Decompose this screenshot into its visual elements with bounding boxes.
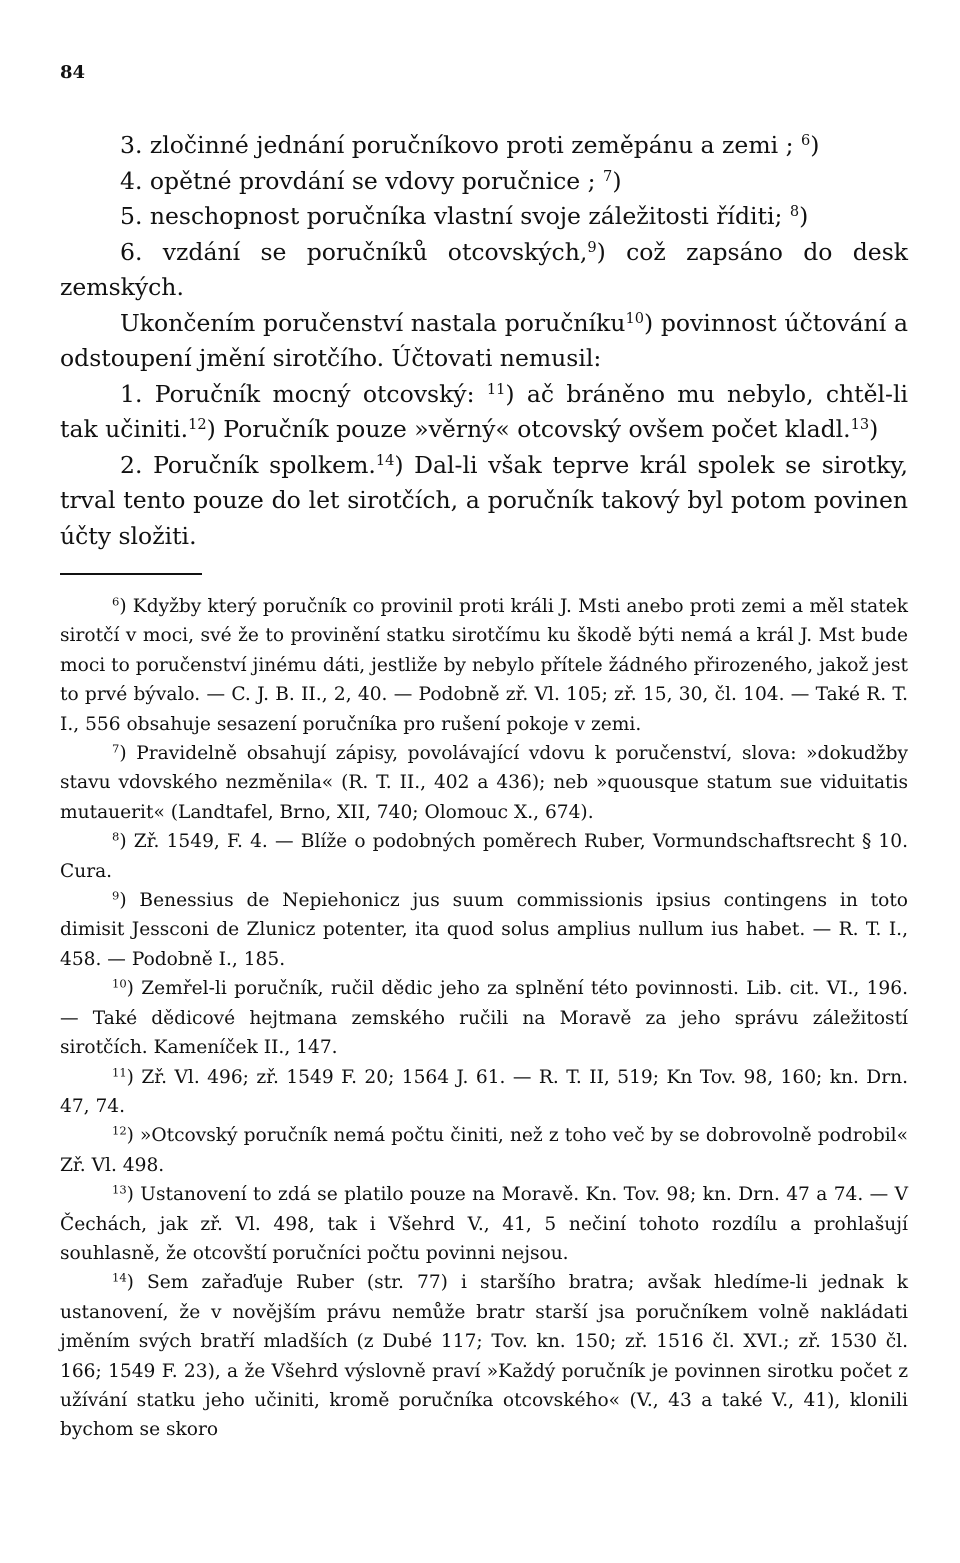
page-number: 84	[60, 62, 86, 83]
footnote-ref: 13	[112, 1182, 127, 1197]
text-run: ) Ustanovení to zdá se platilo pouze na Moravě. Kn. Tov. 98; kn. Drn. 47 a 74. — V Čechách, jak zř. Vl. 498, tak i Všehrd V., 41, 5 nečiní tohoto rozdílu a prohlašují souhlasně, že otcovští poručníci počtu povinni nejsou.	[60, 1184, 908, 1264]
text-run: ) Zemřel-li poručník, ručil dědic jeho za splnění této povinnosti. Lib. cit. VI., 196. — Také dědicové hejtmana zemského ručili na Moravě za jeho správu záležitostí sirotčích. Kameníček II., 147.	[60, 978, 908, 1059]
footnote-ref: 8	[789, 203, 800, 220]
footnote-13	[60, 1180, 908, 1268]
footnote-8	[60, 827, 908, 886]
text-run: 5. neschopnost poručníka vlastní svoje záležitosti říditi;	[120, 202, 790, 230]
footnote-ref: 7	[112, 741, 120, 756]
text-run: 3. zločinné jednání poručníkovo proti zeměpánu a zemi ;	[120, 131, 801, 159]
footnote-ref: 14	[112, 1271, 127, 1286]
item-1	[60, 377, 908, 448]
text-run: ) Kdyžby který poručník co provinil proti králi J. Msti anebo proti zemi a měl statek sirotčí v moci, své že to provinění statku sirotčímu ku škodě býti nemá a král J. Mst bude moci to poručenství jinému dáti, jestliže by nebylo přítele žádného přirozeného, jakož jest to prvé bývalo. — C. J. B. II., 2, 40. — Podobně zř. Vl. 105; zř. 15, 30, čl. 104. — Také R. T. I., 556 obsahuje sesazení poručníka pro rušení pokoje v zemi.	[60, 596, 908, 735]
footnote-ref: 6	[800, 132, 811, 149]
text-run: ) Benessius de Nepiehonicz jus suum commissionis ipsius contingens in toto dimisit Jessconi de Zlunicz potenter, ita quod solus amplius nullum ius habet. — R. T. I., 458. — Podobně I., 185.	[60, 890, 908, 970]
text-run: ) Poručník pouze »věrný« otcovský ovšem počet kladl.	[206, 415, 851, 443]
text-run: ) »Otcovský poručník nemá počtu činiti, než z toho več by se dobrovolně podrobil« Zř. Vl. 498.	[60, 1125, 908, 1176]
item-6	[60, 235, 908, 306]
footnote-11	[60, 1063, 908, 1122]
footnote-ref: 11	[112, 1065, 127, 1080]
footnote-9	[60, 886, 908, 974]
text-run: ) ač bráněno mu nebylo, chtěl-li tak učiniti.	[60, 379, 909, 443]
footnote-ref: 8	[112, 829, 120, 844]
footnote-ref: 11	[486, 380, 506, 398]
item-4	[60, 164, 908, 200]
text-run: 6. vzdání se poručníků otcovských,	[120, 237, 588, 266]
text-run: )	[799, 202, 809, 230]
paragraph-ukonceni	[60, 306, 908, 377]
text-run: ) povinnost účtování a odstoupení jmění sirotčího. Účtovati nemusil:	[60, 308, 908, 372]
footnote-ref: 12	[188, 416, 207, 433]
footnote-10	[60, 974, 908, 1062]
footnote-ref: 10	[625, 309, 644, 327]
footnote-ref: 9	[587, 238, 597, 256]
footnote-ref: 10	[112, 976, 127, 991]
footnote-ref: 7	[603, 167, 613, 185]
text-run: ) Pravidelně obsahují zápisy, povolávající vdovu k poručenství, slova: »dokudžby stavu vdovského nezměnila« (R. T. II., 402 a 436); neb »quousque statum sue viduitatis mutauerit« (Landtafel, Brno, XII, 740; Olomouc X., 674).	[60, 743, 908, 823]
text-run: ) Sem zařaďuje Ruber (str. 77) i staršího bratra; avšak hledíme-li jednak k ustanovení, že v novějším právu nemůže bratr starší jsa poručníkem volně nakládati jměním svých bratří mladších (z Dubé 117; Tov. kn. 150; zř. 1516 čl. XVI.; zř. 1530 čl. 166; 1549 F. 23), a že Všehrd výslovně praví »Každý poručník je povinnen sirotku počet z užívání statku jeho učiniti, kromě poručníka otcovského« (V., 43 a také V., 41), klonili bychom se skoro	[60, 1272, 908, 1441]
text-run: )	[612, 166, 622, 195]
footnotes	[60, 592, 908, 1445]
text-run: 2. Poručník spolkem.	[120, 450, 376, 479]
footnote-ref: 13	[850, 416, 870, 433]
text-run: 4. opětné provdání se vdovy poručnice ;	[120, 166, 604, 195]
text-run: Ukončením poručenství nastala poručníku	[120, 308, 626, 337]
footnote-ref: 9	[112, 888, 120, 903]
text-run: ) což zapsáno do desk zemských.	[60, 237, 908, 301]
footnote-7	[60, 739, 908, 827]
text-run: ) Dal-li však teprve král spolek se sirotky, trval tento pouze do let sirotčích, a poručník takový byl potom povinen účty složiti.	[60, 450, 908, 550]
text-run: ) Zř. 1549, F. 4. — Blíže o podobných poměrech Ruber, Vormundschaftsrecht § 10. Cura.	[60, 831, 908, 882]
footnote-ref: 6	[112, 594, 120, 609]
body-text	[60, 128, 908, 554]
footnote-separator	[60, 573, 202, 575]
footnote-6	[60, 592, 908, 739]
item-3	[60, 128, 908, 164]
text-run: )	[810, 131, 820, 159]
footnote-14	[60, 1268, 908, 1444]
footnote-ref: 12	[112, 1123, 127, 1138]
item-5	[60, 199, 908, 235]
footnote-ref: 14	[375, 451, 395, 469]
text-run: 1. Poručník mocný otcovský:	[120, 379, 487, 408]
text-run: ) Zř. Vl. 496; zř. 1549 F. 20; 1564 J. 61. — R. T. II, 519; Kn Tov. 98, 160; kn. Drn. 47, 74.	[60, 1066, 908, 1117]
item-2	[60, 448, 908, 555]
footnote-12	[60, 1121, 908, 1180]
text-run: )	[869, 415, 879, 443]
